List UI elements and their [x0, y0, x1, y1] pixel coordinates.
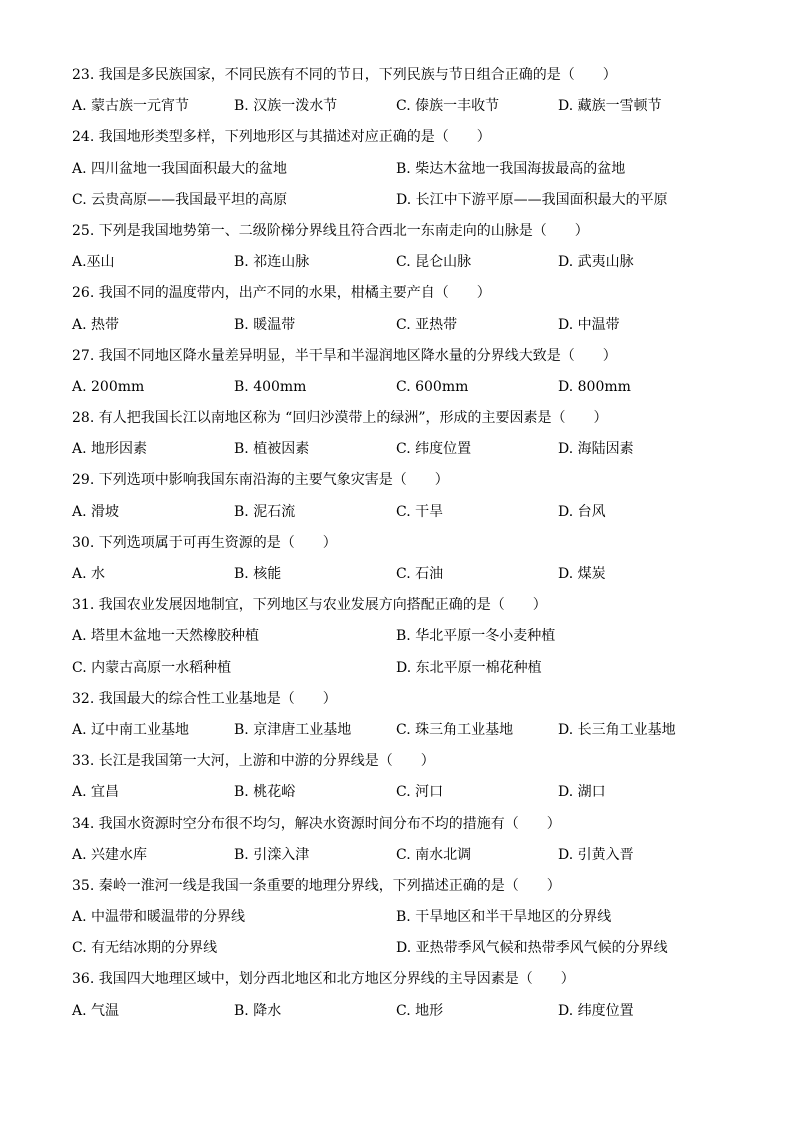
question-text: 24. 我国地形类型多样，下列地形区与其描述对应正确的是（ ） — [72, 129, 491, 146]
option-b: B. 华北平原一冬小麦种植 — [396, 628, 556, 645]
option-d: D. 湖口 — [558, 784, 606, 801]
question-stem-29 — [0, 465, 794, 496]
question-text: 27. 我国不同地区降水量差异明显，半干旱和半湿润地区降水量的分界线大致是（ ） — [72, 347, 617, 364]
option-d: D. 煤炭 — [558, 566, 606, 582]
question-stem-28 — [0, 403, 794, 434]
options-row-36 — [0, 996, 794, 1027]
options-row-31-cd — [0, 653, 794, 684]
option-a: A. 塔里木盆地一天然橡胶种植 — [72, 628, 260, 645]
option-d: D. 800mm — [558, 378, 631, 395]
option-c: C. 纬度位置 — [396, 441, 472, 458]
option-a: A. 辽中南工业基地 — [72, 721, 190, 738]
option-b: B. 降水 — [234, 1002, 282, 1019]
option-a: A. 地形因素 — [72, 441, 148, 458]
options-row-28 — [0, 434, 794, 465]
question-text: 29. 下列选项中影响我国东南沿海的主要气象灾害是（ ） — [72, 472, 449, 489]
option-a: A. 四川盆地一我国面积最大的盆地 — [72, 160, 288, 177]
question-text: 33. 长江是我国第一大河，上游和中游的分界线是（ ） — [72, 753, 435, 770]
options-row-23 — [0, 91, 794, 122]
option-a: A. 宜昌 — [72, 784, 120, 801]
question-stem-27 — [0, 341, 794, 372]
option-a: A. 热带 — [72, 316, 120, 333]
question-stem-34 — [0, 809, 794, 840]
option-d: D. 台风 — [558, 503, 606, 520]
question-text: 25. 下列是我国地势第一、二级阶梯分界线且符合西北一东南走向的山脉是（ ） — [72, 222, 589, 239]
option-a: A. 中温带和暖温带的分界线 — [72, 909, 246, 926]
question-stem-30 — [0, 528, 794, 559]
option-b: B. 引滦入津 — [234, 846, 310, 863]
option-a: A. 兴建水库 — [72, 846, 148, 863]
option-c: C. 云贵高原——我国最平坦的高原 — [72, 191, 288, 208]
question-stem-36 — [0, 964, 794, 995]
option-c: C. 亚热带 — [396, 316, 458, 333]
question-stem-32 — [0, 684, 794, 715]
question-stem-25 — [0, 216, 794, 247]
option-d: D. 纬度位置 — [558, 1002, 634, 1019]
option-b: B. 柴达木盆地一我国海拔最高的盆地 — [396, 160, 626, 177]
question-stem-33 — [0, 746, 794, 777]
option-c: C. 昆仑山脉 — [396, 254, 472, 271]
question-sheet — [0, 60, 794, 1027]
options-row-35-cd — [0, 933, 794, 964]
options-row-27 — [0, 372, 794, 403]
option-b: B. 植被因素 — [234, 441, 310, 458]
option-a: A.巫山 — [72, 254, 115, 271]
question-stem-31 — [0, 590, 794, 621]
options-row-32 — [0, 715, 794, 746]
question-text: 26. 我国不同的温度带内，出产不同的水果，柑橘主要产自（ ） — [72, 285, 491, 302]
option-c: C. 石油 — [396, 566, 444, 582]
option-b: B. 祁连山脉 — [234, 254, 310, 271]
option-c: C. 傣族一丰收节 — [396, 98, 500, 115]
option-c: C. 内蒙古高原一水稻种植 — [72, 659, 232, 676]
options-row-33 — [0, 777, 794, 808]
options-row-24-cd — [0, 185, 794, 216]
option-c: C. 600mm — [396, 378, 469, 395]
option-b: B. 400mm — [234, 378, 307, 395]
option-c: C. 珠三角工业基地 — [396, 721, 514, 738]
option-d: D. 东北平原一棉花种植 — [396, 659, 542, 676]
question-stem-35 — [0, 871, 794, 902]
question-text: 28. 有人把我国长江以南地区称为 “回归沙漠带上的绿洲”，形成的主要因素是（ ） — [72, 410, 608, 427]
question-text: 30. 下列选项属于可再生资源的是（ ） — [72, 534, 337, 551]
option-a: A. 200mm — [72, 378, 145, 395]
option-b: B. 泥石流 — [234, 503, 296, 520]
option-d: D. 长三角工业基地 — [558, 721, 676, 738]
option-b: B. 干旱地区和半干旱地区的分界线 — [396, 909, 612, 926]
option-a: A. 水 — [72, 566, 106, 582]
options-row-35-ab — [0, 902, 794, 933]
option-d: D. 长江中下游平原——我国面积最大的平原 — [396, 191, 668, 208]
question-text: 32. 我国最大的综合性工业基地是（ ） — [72, 690, 337, 707]
option-d: D. 藏族一雪顿节 — [558, 98, 662, 115]
option-d: D. 海陆因素 — [558, 441, 634, 458]
option-d: D. 中温带 — [558, 316, 620, 333]
options-row-24-ab — [0, 154, 794, 185]
question-stem-23 — [0, 60, 794, 91]
option-d: D. 亚热带季风气候和热带季风气候的分界线 — [396, 940, 668, 957]
question-text: 31. 我国农业发展因地制宜，下列地区与农业发展方向搭配正确的是（ ） — [72, 597, 547, 614]
option-c: C. 有无结冰期的分界线 — [72, 940, 218, 957]
question-text: 35. 秦岭一淮河一线是我国一条重要的地理分界线，下列描述正确的是（ ） — [72, 877, 561, 894]
options-row-34 — [0, 840, 794, 871]
options-row-25 — [0, 247, 794, 278]
option-a: A. 蒙古族一元宵节 — [72, 98, 190, 115]
options-row-31-ab — [0, 621, 794, 652]
option-c: C. 干旱 — [396, 503, 444, 520]
question-text: 36. 我国四大地理区域中，划分西北地区和北方地区分界线的主导因素是（ ） — [72, 971, 575, 988]
option-d: D. 武夷山脉 — [558, 254, 634, 271]
option-d: D. 引黄入晋 — [558, 846, 634, 863]
option-a: A. 气温 — [72, 1002, 120, 1019]
question-stem-24 — [0, 122, 794, 153]
option-c: C. 地形 — [396, 1002, 444, 1019]
options-row-26 — [0, 310, 794, 341]
question-text: 23. 我国是多民族国家，不同民族有不同的节日，下列民族与节日组合正确的是（ ） — [72, 67, 617, 83]
option-b: B. 核能 — [234, 566, 282, 582]
question-text: 34. 我国水资源时空分布很不均匀，解决水资源时间分布不均的措施有（ ） — [72, 815, 561, 832]
question-stem-26 — [0, 278, 794, 309]
options-row-30 — [0, 559, 794, 590]
option-b: B. 汉族一泼水节 — [234, 98, 338, 115]
option-b: B. 桃花峪 — [234, 784, 296, 801]
option-b: B. 暖温带 — [234, 316, 296, 333]
options-row-29 — [0, 497, 794, 528]
option-b: B. 京津唐工业基地 — [234, 721, 352, 738]
option-c: C. 河口 — [396, 784, 444, 801]
option-c: C. 南水北调 — [396, 846, 472, 863]
option-a: A. 滑坡 — [72, 503, 120, 520]
